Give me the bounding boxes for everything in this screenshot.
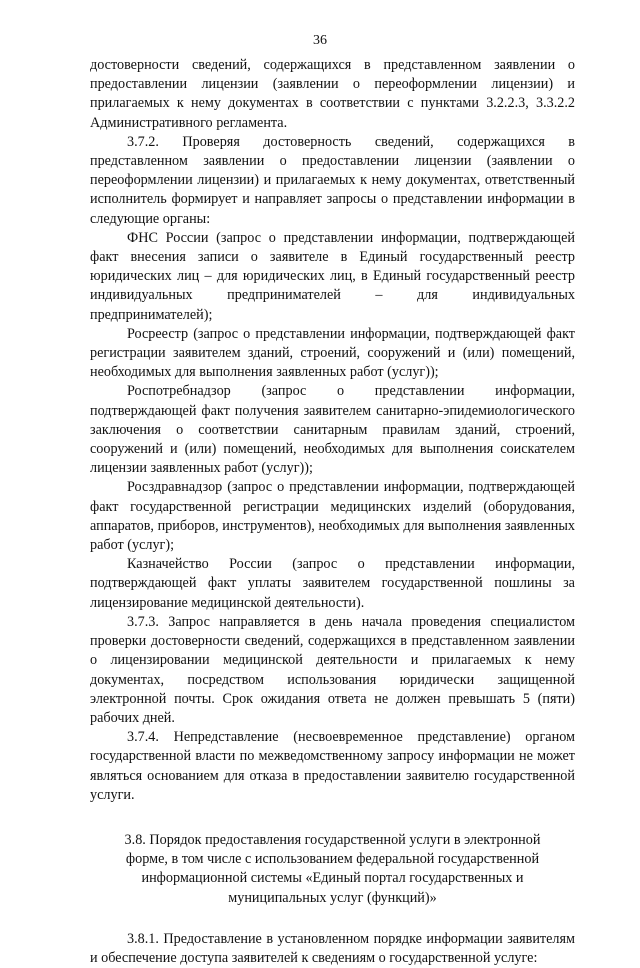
paragraphs-before-heading: [90, 56, 575, 805]
page-number: 36: [313, 33, 327, 48]
section-heading: 3.8. Порядок предоставления государственной услуги в электронной форме, в том числе с использованием федеральной государственной информационной системы «Единый портал государственных и муниципальных услуг (функций)»: [124, 831, 541, 906]
paragraph: Роспотребнадзор (запрос о представлении информации, подтверждающей факт получения заявителем санитарно-эпидемиологического заключения о соответствии санитарным правилам зданий, строений, сооружений и (или) помещений, необходимых для выполнения соискателем лицензии заявленных работ (услуг));: [90, 383, 575, 477]
paragraph: Казначейство России (запрос о представлении информации, подтверждающей факт уплаты заявителем государственной пошлины за лицензирование медицинской деятельности).: [90, 556, 575, 611]
paragraphs-after-heading: [90, 930, 575, 968]
paragraph: достоверности сведений, содержащихся в представленном заявлении о предоставлении лицензии (заявлении о переоформлении лицензии) и прилагаемых к нему документах в соответствии с пунктами 3.2.2.3, 3.3.2.2 Административного регламента.: [90, 57, 575, 131]
paragraph: 3.7.2. Проверяя достоверность сведений, содержащихся в представленном заявлении о предоставлении лицензии (заявлении о переоформлении лицензии) и прилагаемых к нему документах, ответственный исполнитель формирует и направляет запросы о представлении информации в следующие органы:: [90, 133, 575, 227]
paragraph: 3.7.4. Непредставление (несвоевременное представление) органом государственной власти по межведомственному запросу информации не может являться основанием для отказа в предоставлении заявителю государственной услуги.: [90, 729, 575, 803]
paragraph: Росреестр (запрос о представлении информации, подтверждающей факт регистрации заявителем зданий, строений, сооружений и (или) помещений, необходимых для выполнения заявленных работ (услуг));: [90, 325, 575, 381]
document-body: [90, 56, 575, 968]
paragraph: 3.7.3. Запрос направляется в день начала проведения специалистом проверки достоверности сведений, содержащихся в представленном заявлении о лицензировании медицинской деятельности и прилагаемых к нему документах, посредством использования юридически защищенной электронной почты. Срок ожидания ответа не должен превышать 5 (пяти) рабочих дней.: [90, 613, 575, 726]
paragraph: ФНС России (запрос о представлении информации, подтверждающей факт внесения записи о заявителе в Единый государственный реестр юридических лиц – для юридических лиц, в Единый государственный реестр индивидуальных предпринимателей – для индивидуальных предпринимателей);: [90, 229, 575, 323]
paragraph: Росздравнадзор (запрос о представлении информации, подтверждающей факт государственной регистрации медицинских изделий (оборудования, аппаратов, приборов, инструментов), необходимых для выполнения заявленных работ (услуг);: [90, 479, 575, 554]
paragraph: 3.8.1. Предоставление в установленном порядке информации заявителям и обеспечение доступа заявителей к сведениям о государственной услуге:: [90, 930, 575, 966]
